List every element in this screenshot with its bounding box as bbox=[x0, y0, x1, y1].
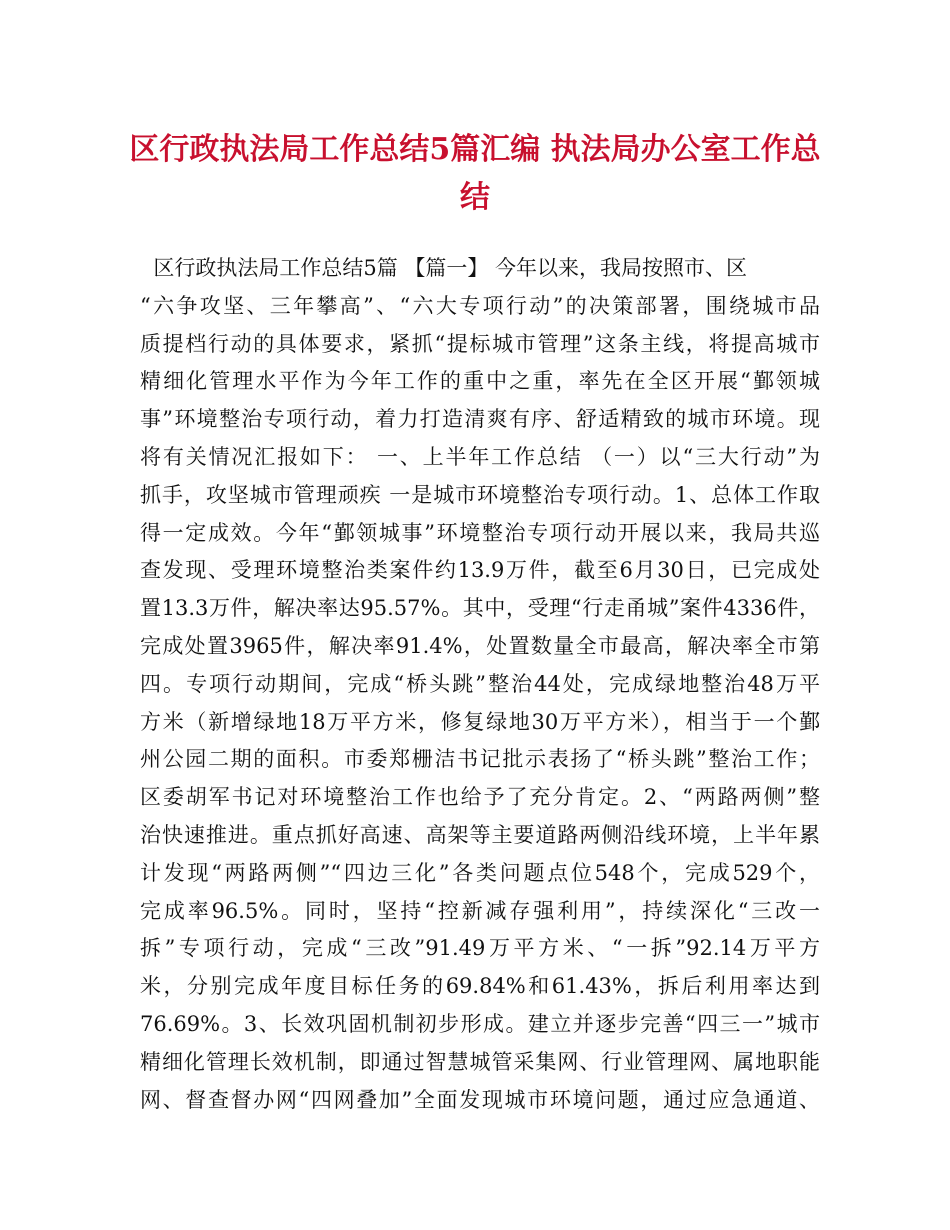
document-body bbox=[140, 250, 820, 1119]
body-line: 查发现、受理环境整治类案件约13.9万件，截至6月30日，已完成处 bbox=[140, 558, 820, 583]
body-line: 网、督查督办网“四网叠加”全面发现城市环境问题，通过应急通道、 bbox=[140, 1087, 820, 1112]
body-line: 区行政执法局工作总结5篇 【篇一】 今年以来，我局按照市、区 bbox=[140, 256, 748, 280]
document-title-line-1: 区行政执法局工作总结5篇汇编 执法局办公室工作总 bbox=[129, 132, 821, 167]
body-line: 事”环境整治专项行动，着力打造清爽有序、舒适精致的城市环境。现 bbox=[140, 407, 820, 432]
body-line: 抓手，攻坚城市管理顽疾 一是城市环境整治专项行动。1、总体工作取 bbox=[140, 482, 820, 507]
body-line: 精细化管理水平作为今年工作的重中之重，率先在全区开展“鄞领城 bbox=[140, 369, 820, 394]
body-line: 得一定成效。今年“鄞领城事”环境整治专项行动开展以来，我局共巡 bbox=[140, 520, 820, 545]
body-line: 完成处置3965件，解决率91.4%，处置数量全市最高，解决率全市第 bbox=[140, 633, 820, 658]
body-line: 米，分别完成年度目标任务的69.84%和61.43%，拆后利用率达到 bbox=[140, 974, 820, 999]
body-line: 精细化管理长效机制，即通过智慧城管采集网、行业管理网、属地职能 bbox=[140, 1049, 820, 1074]
body-line: 质提档行动的具体要求，紧抓“提标城市管理”这条主线，将提高城市 bbox=[140, 331, 820, 356]
document-title-line-2: 结 bbox=[460, 180, 490, 215]
body-line: 州公园二期的面积。市委郑栅洁书记批示表扬了“桥头跳”整治工作； bbox=[140, 747, 820, 772]
body-line: 治快速推进。重点抓好高速、高架等主要道路两侧沿线环境，上半年累 bbox=[140, 822, 820, 847]
body-line: 拆”专项行动，完成“三改”91.49万平方米、“一拆”92.14万平方 bbox=[140, 936, 820, 961]
body-line: 76.69%。3、长效巩固机制初步形成。建立并逐步完善“四三一”城市 bbox=[140, 1011, 820, 1036]
body-line: 方米（新增绿地18万平方米，修复绿地30万平方米），相当于一个鄞 bbox=[140, 709, 820, 734]
body-line: 置13.3万件，解决率达95.57%。其中，受理“行走甬城”案件4336件， bbox=[140, 596, 820, 621]
body-line: “六争攻坚、三年攀高”、“六大专项行动”的决策部署，围绕城市品 bbox=[140, 293, 820, 318]
body-line: 区委胡军书记对环境整治工作也给予了充分肯定。2、“两路两侧”整 bbox=[140, 785, 820, 810]
body-line: 四。专项行动期间，完成“桥头跳”整治44处，完成绿地整治48万平 bbox=[140, 671, 820, 696]
body-line: 将有关情况汇报如下： 一、上半年工作总结 （一）以“三大行动”为 bbox=[140, 444, 820, 469]
body-line: 计发现“两路两侧”“四边三化”各类问题点位548个，完成529个， bbox=[140, 860, 820, 885]
body-line: 完成率96.5%。同时，坚持“控新减存强利用”，持续深化“三改一 bbox=[140, 898, 820, 923]
